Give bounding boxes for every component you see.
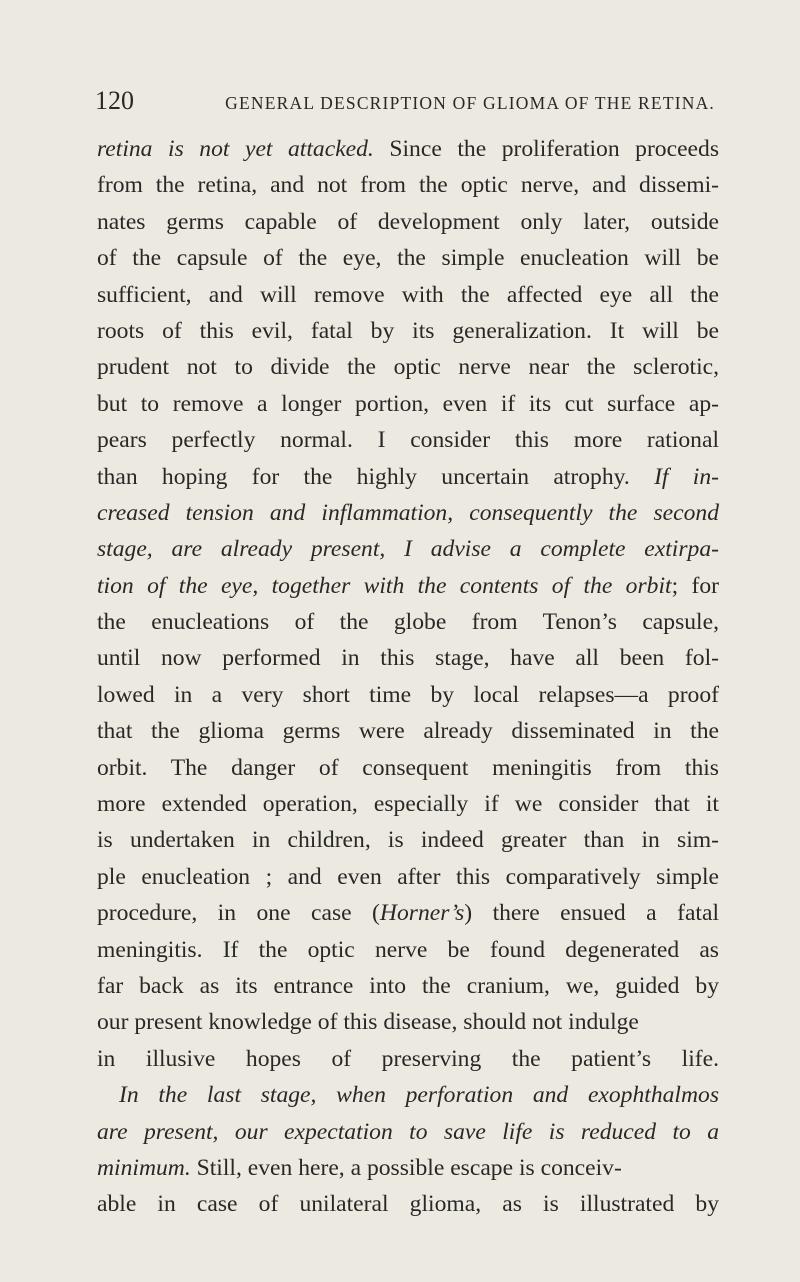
text-line — [97, 859, 719, 895]
text-line — [97, 531, 719, 567]
text-line — [97, 349, 719, 385]
running-title: GENERAL DESCRIPTION OF GLIOMA OF THE RETINA. — [225, 93, 715, 113]
text-run: far back as its entrance into the cranium, we, guided by — [97, 972, 719, 999]
text-run: more extended operation, especially if we consider that it — [97, 791, 719, 818]
body-text — [97, 131, 719, 1223]
text-run: meningitis. If the optic nerve be found degenerated as — [97, 936, 719, 963]
italic-text: retina is not yet attacked. — [97, 136, 374, 162]
text-run: until now performed in this stage, have all been fol- — [97, 645, 719, 672]
text-run: prudent not to divide the optic nerve near the sclerotic, — [97, 354, 719, 381]
text-line — [97, 1004, 719, 1040]
text-run: our present knowledge of this disease, should not indulge — [97, 1009, 639, 1036]
text-line — [97, 1114, 719, 1150]
italic-text: In the last stage, when perforation and exophthalmos — [119, 1082, 719, 1109]
text-run: pears perfectly normal. I consider this more rational — [97, 427, 719, 454]
running-head — [95, 86, 715, 126]
text-run: Still, even here, a possible escape is conceiv- — [190, 1154, 622, 1181]
text-line — [97, 677, 719, 713]
text-run: of the capsule of the eye, the simple enucleation will be — [97, 245, 719, 272]
text-line — [97, 713, 719, 749]
text-line — [97, 640, 719, 676]
italic-text: If in- — [654, 463, 719, 490]
text-line — [97, 568, 719, 604]
text-line — [97, 1150, 719, 1186]
text-line — [97, 422, 719, 458]
text-line — [97, 1041, 719, 1077]
text-line — [97, 386, 719, 422]
text-run: than hoping for the highly uncertain atrophy. — [97, 463, 655, 490]
text-line — [97, 604, 719, 640]
italic-text: are present, our expectation to save life is reduced to a — [97, 1118, 719, 1145]
text-run: Since the proliferation proceeds — [373, 136, 720, 162]
text-run: orbit. The danger of consequent meningitis from this — [97, 754, 719, 781]
text-line — [97, 750, 719, 786]
text-line — [97, 167, 719, 203]
text-run: the enucleations of the globe from Tenon’s capsule, — [97, 609, 719, 636]
text-run: ple enucleation ; and even after this comparatively simple — [97, 863, 719, 890]
text-line — [97, 131, 719, 167]
text-line — [97, 968, 719, 1004]
text-line — [97, 822, 719, 858]
text-run: lowed in a very short time by local relapses—a proof — [97, 681, 719, 708]
italic-text: Horner’s — [379, 900, 465, 927]
text-run: roots of this evil, fatal by its generalization. It will be — [97, 317, 719, 344]
text-run: ; for — [671, 572, 720, 599]
italic-text: minimum. — [97, 1154, 191, 1181]
text-run: in illusive hopes of preserving the patient’s life. — [97, 1045, 719, 1072]
text-run: from the retina, and not from the optic nerve, and dissemi- — [97, 172, 719, 199]
text-line — [97, 895, 719, 931]
text-line — [97, 277, 719, 313]
text-line — [97, 313, 719, 349]
text-run: able in case of unilateral glioma, as is illustrated by — [97, 1191, 719, 1218]
text-line — [97, 459, 719, 495]
text-run: procedure, in one case ( — [97, 900, 380, 927]
text-line — [97, 495, 719, 531]
text-run: sufficient, and will remove with the affected eye all the — [97, 281, 719, 308]
page-number: 120 — [95, 86, 134, 115]
text-line — [97, 1077, 719, 1113]
text-line — [97, 240, 719, 276]
text-line — [97, 786, 719, 822]
text-run: ) there ensued a fatal — [464, 900, 719, 927]
text-line — [97, 932, 719, 968]
text-run: but to remove a longer portion, even if its cut surface ap- — [97, 390, 719, 417]
text-line — [97, 1186, 719, 1222]
italic-text: creased tension and inflammation, consequently the second — [97, 499, 719, 526]
text-run: nates germs capable of development only later, outside — [97, 208, 719, 235]
italic-text: stage, are already present, I advise a complete extirpa- — [97, 536, 719, 563]
text-run: that the glioma germs were already disseminated in the — [97, 718, 719, 745]
text-line — [97, 204, 719, 240]
italic-text: tion of the eye, together with the contents of the orbit — [97, 572, 672, 599]
text-run: is undertaken in children, is indeed greater than in sim- — [97, 827, 719, 854]
